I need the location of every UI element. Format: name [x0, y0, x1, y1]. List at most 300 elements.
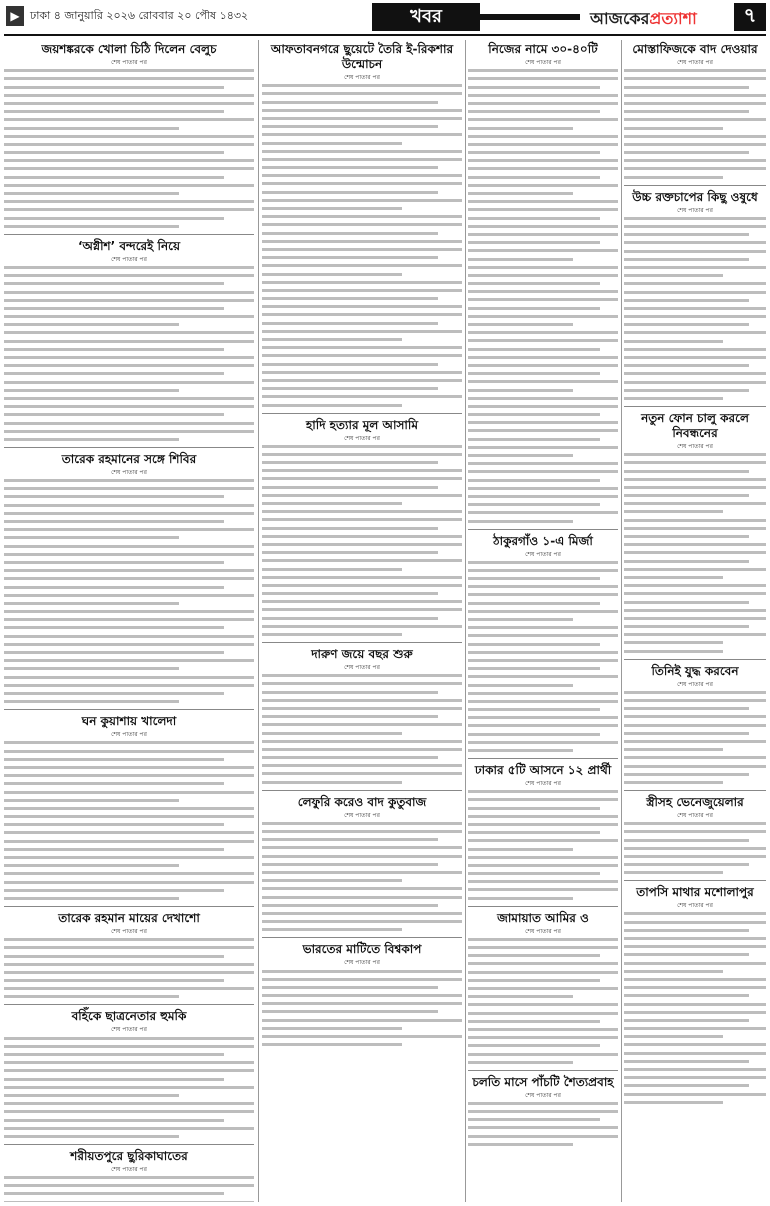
article-divider	[4, 234, 254, 235]
text-line	[262, 240, 462, 243]
text-line	[468, 807, 600, 810]
text-line	[262, 912, 462, 915]
text-line	[4, 807, 254, 810]
masthead-rule	[4, 34, 766, 36]
text-line	[624, 167, 766, 170]
text-line	[468, 1118, 600, 1121]
text-line	[624, 69, 766, 72]
text-line	[468, 274, 618, 277]
text-line	[468, 962, 618, 965]
text-line	[262, 748, 462, 751]
text-line	[468, 487, 618, 490]
article-headline[interactable]: ‘অগ্নীশ’ বন্দরেই নিয়ে	[77, 238, 181, 253]
text-line	[4, 626, 224, 629]
text-line	[262, 617, 438, 620]
text-line	[468, 135, 618, 138]
text-line	[262, 297, 438, 300]
text-line	[624, 568, 766, 571]
text-line	[468, 143, 618, 146]
text-line	[262, 732, 402, 735]
text-line	[262, 354, 462, 357]
text-line	[262, 568, 402, 571]
article-headline[interactable]: উচ্চ রক্তচাপের কিছু ওষুধে	[632, 189, 758, 204]
article-body	[468, 938, 618, 1064]
text-line	[624, 970, 723, 973]
article-headline[interactable]: ঠাকুরগাঁও ১-এ মির্জা	[493, 533, 593, 548]
text-line	[262, 904, 438, 907]
text-line	[4, 594, 254, 597]
text-line	[262, 174, 462, 177]
article-divider	[4, 709, 254, 710]
article-headline[interactable]: জয়শঙ্করকে খোলা চিঠি দিলেন বেলুচ	[41, 42, 217, 56]
column-divider	[621, 40, 622, 1202]
text-line	[468, 733, 600, 736]
article-body	[624, 691, 766, 784]
article-divider	[624, 659, 766, 660]
text-line	[4, 995, 179, 998]
text-line	[4, 1201, 254, 1202]
text-line	[468, 397, 618, 400]
text-line	[262, 682, 462, 685]
text-line	[4, 700, 179, 703]
text-line	[468, 495, 618, 498]
article-headline[interactable]: জামায়াত আমির ও	[497, 910, 589, 925]
article-body	[468, 561, 618, 752]
text-line	[624, 535, 749, 538]
continued-label: শেষ পাতার পর	[111, 731, 147, 739]
text-line	[4, 266, 254, 269]
continued-label: শেষ পাতার পর	[344, 74, 380, 81]
text-line	[262, 608, 462, 611]
text-line	[624, 1101, 723, 1104]
text-line	[4, 372, 224, 375]
text-line	[468, 593, 618, 596]
text-line	[468, 307, 600, 310]
text-line	[468, 176, 600, 179]
article-headline[interactable]: শরীয়তপুরে ছুরিকাঘাতের	[70, 1148, 188, 1163]
text-line	[624, 258, 749, 261]
text-line	[4, 750, 254, 753]
text-line	[4, 545, 254, 548]
text-line	[468, 1102, 618, 1105]
article-headline[interactable]: আফতাবনগরে ছুয়েটে তৈরি ই-রিকশার উন্মোচন	[270, 42, 454, 71]
text-line	[262, 494, 462, 497]
continued-label: শেষ পাতার পর	[344, 959, 380, 967]
text-line	[4, 963, 254, 966]
article-body	[624, 912, 766, 1103]
text-line	[4, 1119, 224, 1122]
text-line	[4, 684, 254, 687]
text-line	[262, 863, 438, 866]
text-line	[624, 282, 766, 285]
text-line	[468, 1003, 618, 1006]
text-line	[624, 77, 766, 80]
text-line	[4, 77, 254, 80]
text-line	[4, 143, 254, 146]
article-headline[interactable]: তাপসি মাথার মশোলাপুর	[636, 885, 754, 900]
text-line	[262, 1027, 402, 1030]
text-line	[4, 274, 254, 277]
article-headline[interactable]: লেফুরি করেও বাদ কুতুবাজ	[297, 794, 427, 809]
article-headline[interactable]: ভারতের মাটিতে বিশ্বকাপ	[302, 942, 422, 957]
text-line	[624, 478, 766, 481]
text-line	[4, 569, 254, 572]
text-line	[468, 971, 618, 974]
article-headline[interactable]: দারুণ জয়ে বছর শুরু	[311, 647, 413, 662]
continued-label: শেষ পাতার পর	[677, 680, 713, 688]
article-headline[interactable]: মোস্তাফিজকে বাদ দেওয়ার	[632, 42, 758, 56]
article	[468, 42, 618, 523]
text-line	[262, 379, 462, 382]
article	[624, 42, 766, 179]
newspaper-logo[interactable]	[590, 6, 697, 33]
text-line	[624, 740, 766, 743]
text-line	[262, 592, 438, 595]
text-line	[624, 732, 749, 735]
text-line	[4, 848, 224, 851]
article-headline[interactable]: নতুন ফোন চালু করলে নিবন্ধনের	[641, 410, 749, 440]
text-line	[4, 356, 254, 359]
text-line	[4, 815, 254, 818]
text-line	[4, 758, 224, 761]
text-line	[624, 470, 749, 473]
text-line	[4, 692, 224, 695]
article-body	[624, 822, 766, 874]
text-line	[262, 822, 462, 825]
text-line	[262, 133, 462, 136]
text-line	[262, 453, 462, 456]
article-body	[4, 938, 254, 998]
text-line	[262, 502, 402, 505]
text-line	[262, 920, 462, 923]
article-body	[262, 674, 462, 783]
article-headline[interactable]: তারেক রহমানের সঙ্গে শিবির	[61, 451, 197, 466]
article	[4, 1144, 254, 1202]
text-line	[4, 791, 254, 794]
text-line	[4, 413, 224, 416]
text-line	[624, 937, 766, 940]
text-line	[468, 667, 600, 670]
text-line	[468, 454, 573, 457]
text-line	[262, 264, 462, 267]
text-line	[4, 340, 254, 343]
article	[468, 906, 618, 1064]
article-body	[262, 84, 462, 406]
text-line	[624, 953, 749, 956]
text-line	[4, 200, 254, 203]
text-line	[468, 94, 618, 97]
text-line	[624, 756, 766, 759]
text-line	[262, 313, 462, 316]
text-line	[468, 602, 600, 605]
text-line	[262, 84, 462, 87]
text-line	[468, 1126, 618, 1129]
text-line	[4, 94, 254, 97]
text-line	[624, 241, 766, 244]
text-line	[624, 381, 766, 384]
article-body	[468, 1102, 618, 1146]
text-line	[262, 445, 462, 448]
text-line	[624, 699, 766, 702]
article-headline[interactable]: ঢাকার ৫টি আসনে ১২ প্রার্থী	[474, 763, 612, 778]
text-line	[262, 994, 462, 997]
text-line	[4, 1127, 254, 1130]
text-line	[4, 610, 254, 613]
text-line	[468, 184, 618, 187]
text-line	[468, 69, 618, 72]
text-line	[262, 256, 438, 259]
text-line	[468, 626, 618, 629]
article	[262, 790, 462, 932]
text-line	[262, 928, 402, 931]
article	[262, 642, 462, 784]
text-line	[624, 847, 766, 850]
text-line	[624, 962, 766, 965]
text-line	[262, 518, 462, 521]
text-line	[4, 586, 224, 589]
article-body	[262, 445, 462, 636]
text-line	[262, 846, 462, 849]
article-divider	[4, 1004, 254, 1005]
article	[468, 1070, 618, 1146]
text-line	[624, 609, 766, 612]
text-line	[468, 339, 618, 342]
text-line	[624, 592, 766, 595]
column-divider	[465, 40, 466, 1202]
text-line	[624, 86, 749, 89]
text-line	[624, 340, 723, 343]
text-line	[468, 1110, 618, 1113]
text-line	[624, 707, 749, 710]
article-divider	[624, 790, 766, 791]
text-line	[468, 618, 573, 621]
text-line	[624, 724, 766, 727]
text-line	[4, 405, 254, 408]
text-line	[624, 233, 749, 236]
text-line	[468, 659, 618, 662]
text-line	[262, 838, 438, 841]
text-line	[262, 970, 462, 973]
article	[4, 447, 254, 703]
text-line	[468, 872, 600, 875]
text-line	[468, 995, 573, 998]
text-line	[468, 479, 600, 482]
text-line	[624, 945, 766, 948]
text-line	[468, 1028, 618, 1031]
article-headline[interactable]: স্ত্রীসহ ভেনেজুয়েলার	[646, 794, 744, 809]
text-line	[4, 389, 179, 392]
text-line	[468, 839, 618, 842]
text-line	[262, 322, 438, 325]
page-arrow-icon[interactable]: ▶	[6, 6, 24, 26]
text-line	[624, 176, 723, 179]
text-line	[624, 1011, 766, 1014]
text-line	[624, 543, 766, 546]
article-headline[interactable]: নিজের নামে ৩০-৪০টি	[488, 42, 598, 56]
text-line	[624, 1093, 766, 1096]
article-divider	[624, 406, 766, 407]
text-line	[262, 633, 402, 636]
text-line	[624, 461, 766, 464]
text-line	[4, 1053, 224, 1056]
article	[468, 758, 618, 900]
page-number: ৭	[734, 3, 766, 31]
text-line	[262, 199, 462, 202]
text-line	[624, 617, 766, 620]
article-headline[interactable]: তিনিই যুদ্ধ করবেন	[651, 663, 739, 678]
text-line	[262, 363, 438, 366]
text-line	[468, 1044, 600, 1047]
continued-label: শেষ পাতার পর	[111, 255, 147, 263]
text-line	[262, 584, 462, 587]
text-line	[4, 618, 254, 621]
text-line	[4, 881, 254, 884]
text-line	[4, 856, 254, 859]
text-line	[468, 749, 573, 752]
text-line	[4, 667, 179, 670]
article-body	[468, 790, 618, 899]
text-line	[4, 602, 179, 605]
text-line	[468, 1061, 573, 1064]
text-line	[624, 315, 766, 318]
text-line	[468, 585, 618, 588]
text-line	[4, 799, 179, 802]
text-line	[262, 215, 462, 218]
text-line	[624, 748, 723, 751]
article-body	[262, 970, 462, 1047]
text-line	[262, 1010, 438, 1013]
masthead-left	[6, 6, 248, 26]
text-line	[468, 241, 600, 244]
text-line	[468, 258, 573, 261]
text-line	[4, 659, 254, 662]
text-line	[262, 879, 402, 882]
text-line	[624, 217, 766, 220]
text-line	[468, 864, 618, 867]
text-line	[262, 395, 462, 398]
article-body	[4, 1176, 254, 1202]
article-headline[interactable]: বহিঁকে ছাত্রনেতার হুমকি	[71, 1009, 187, 1024]
article-headline[interactable]: চলতি মাসে পাঁচটি শৈত্যপ্রবাহ	[472, 1074, 614, 1089]
article-divider	[4, 447, 254, 448]
logo-prefix: আজকের	[590, 9, 650, 28]
text-line	[468, 405, 618, 408]
text-line	[624, 1068, 766, 1071]
text-line	[468, 1020, 600, 1023]
article-headline[interactable]: তারেক রহমান মায়ের দেখাশো	[58, 910, 200, 925]
text-line	[4, 217, 224, 220]
text-line	[624, 551, 766, 554]
text-line	[468, 225, 618, 228]
text-line	[262, 551, 438, 554]
text-line	[468, 692, 618, 695]
text-line	[4, 192, 179, 195]
text-line	[262, 281, 462, 284]
article	[624, 185, 766, 400]
text-line	[468, 724, 618, 727]
text-line	[624, 855, 766, 858]
text-line	[468, 880, 618, 883]
article-divider	[4, 906, 254, 907]
text-line	[624, 839, 749, 842]
text-line	[624, 1084, 749, 1087]
article-body	[468, 69, 618, 522]
text-line	[4, 495, 224, 498]
text-line	[4, 102, 254, 105]
text-line	[4, 782, 224, 785]
text-line	[624, 102, 766, 105]
text-line	[262, 707, 462, 710]
text-line	[4, 651, 224, 654]
text-line	[468, 446, 618, 449]
text-line	[4, 946, 254, 949]
continued-label: শেষ পাতার পর	[525, 550, 561, 558]
text-line	[624, 986, 766, 989]
text-line	[4, 127, 179, 130]
text-line	[262, 986, 438, 989]
text-line	[4, 1135, 179, 1138]
text-line	[4, 635, 254, 638]
text-line	[468, 389, 573, 392]
text-line	[4, 504, 254, 507]
text-line	[624, 494, 749, 497]
text-line	[468, 954, 600, 957]
article-divider	[624, 185, 766, 186]
article-body	[4, 1037, 254, 1138]
text-line	[468, 159, 618, 162]
continued-label: শেষ পাতার পর	[525, 927, 561, 935]
article-body	[4, 741, 254, 900]
text-line	[262, 461, 438, 464]
text-line	[4, 831, 254, 834]
article-headline[interactable]: ঘন কুয়াশায় খালেদা	[81, 714, 177, 729]
text-line	[4, 864, 179, 867]
text-line	[468, 462, 618, 465]
text-line	[468, 856, 618, 859]
text-line	[262, 469, 462, 472]
text-line	[4, 676, 254, 679]
text-line	[4, 184, 254, 187]
text-line	[468, 86, 600, 89]
article-body	[4, 479, 254, 703]
text-line	[262, 158, 462, 161]
continued-label: শেষ পাতার পর	[525, 59, 561, 66]
text-line	[4, 135, 254, 138]
text-line	[262, 248, 462, 251]
text-line	[4, 1069, 254, 1072]
text-line	[468, 348, 600, 351]
text-line	[624, 994, 749, 997]
continued-label: শেষ পাতার পর	[344, 434, 380, 442]
text-line	[262, 109, 462, 112]
text-line	[4, 889, 224, 892]
article-headline[interactable]: হাদি হত্যার মূল আসামি	[305, 417, 419, 432]
text-line	[468, 470, 618, 473]
text-line	[4, 348, 224, 351]
text-line	[468, 127, 573, 130]
text-line	[4, 1184, 254, 1187]
text-line	[468, 798, 618, 801]
text-line	[262, 699, 462, 702]
text-line	[262, 772, 462, 775]
text-line	[624, 781, 723, 784]
article-body	[4, 266, 254, 441]
text-line	[262, 182, 462, 185]
text-line	[4, 381, 254, 384]
text-line	[262, 871, 462, 874]
text-line	[468, 118, 618, 121]
column-1	[4, 40, 254, 1202]
